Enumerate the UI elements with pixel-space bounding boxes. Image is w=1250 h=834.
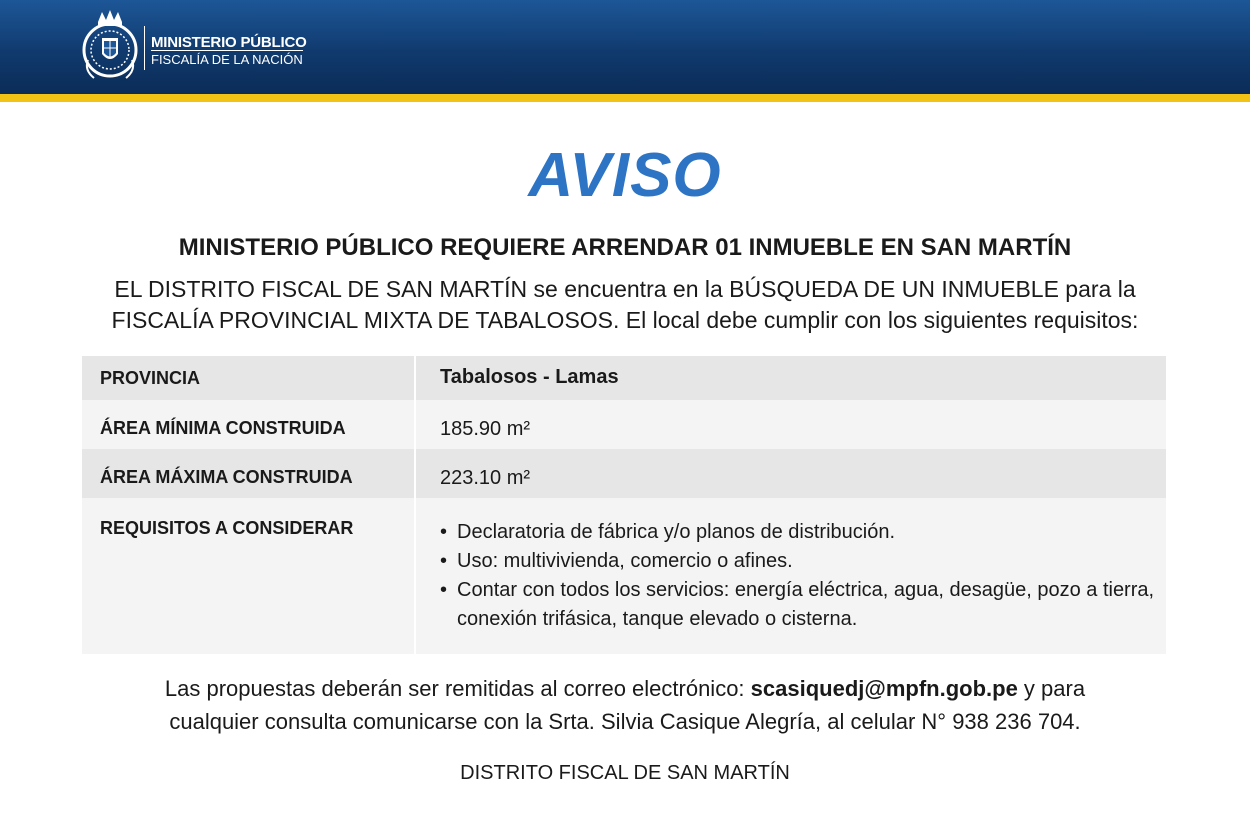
footer-signature: DISTRITO FISCAL DE SAN MARTÍN <box>460 762 790 784</box>
header-bar <box>0 0 1250 94</box>
list-item: • Uso: multivivienda, comercio o afines. <box>440 547 1166 576</box>
list-item: • Contar con todos los servicios: energía eléctrica, agua, desagüe, pozo a tierra, conexión trifásica, tanque elevado o cisterna. <box>440 576 1166 634</box>
intro-line: EL DISTRITO FISCAL DE SAN MARTÍN se encuentra en la BÚSQUEDA DE UN INMUEBLE para la <box>114 276 1136 302</box>
list-item: • Declaratoria de fábrica y/o planos de distribución. <box>440 518 1166 547</box>
row-value: Tabalosos - Lamas <box>416 356 1166 400</box>
row-label: PROVINCIA <box>82 356 416 400</box>
requirements-list <box>440 518 1166 634</box>
table-row <box>82 498 1166 654</box>
row-value <box>416 498 1166 654</box>
national-coat-of-arms-icon <box>80 8 140 86</box>
header-accent-stripe <box>0 94 1250 102</box>
contact-line <box>40 672 1210 705</box>
logo-divider <box>144 26 145 70</box>
row-label: REQUISITOS A CONSIDERAR <box>82 498 416 654</box>
row-value: 223.10 m² <box>416 449 1166 498</box>
logo-subtitle: FISCALÍA DE LA NACIÓN <box>151 52 303 67</box>
intro-paragraph <box>40 274 1210 336</box>
logo-title: MINISTERIO PÚBLICO <box>151 34 307 51</box>
intro-line: FISCALÍA PROVINCIAL MIXTA DE TABALOSOS. El local debe cumplir con los siguientes requisitos: <box>111 307 1139 333</box>
requirements-table <box>82 356 1166 654</box>
contact-prefix: Las propuestas deberán ser remitidas al correo electrónico: <box>164 676 751 701</box>
contact-suffix: y para <box>1017 676 1086 701</box>
table-row <box>82 400 1166 449</box>
notice-subtitle: MINISTERIO PÚBLICO REQUIERE ARRENDAR 01 INMUEBLE EN SAN MARTÍN <box>178 234 1072 261</box>
row-label: ÁREA MÁXIMA CONSTRUIDA <box>82 449 416 498</box>
row-label: ÁREA MÍNIMA CONSTRUIDA <box>82 400 416 449</box>
contact-email: scasiquedj@mpfn.gob.pe <box>750 676 1018 701</box>
row-value: 185.90 m² <box>416 400 1166 449</box>
contact-paragraph <box>40 672 1210 738</box>
table-row <box>82 449 1166 498</box>
table-row <box>82 356 1166 400</box>
contact-line: cualquier consulta comunicarse con la Srta. Silvia Casique Alegría, al celular N° 938 236 704. <box>169 709 1081 734</box>
notice-title: AVISO <box>528 141 722 210</box>
